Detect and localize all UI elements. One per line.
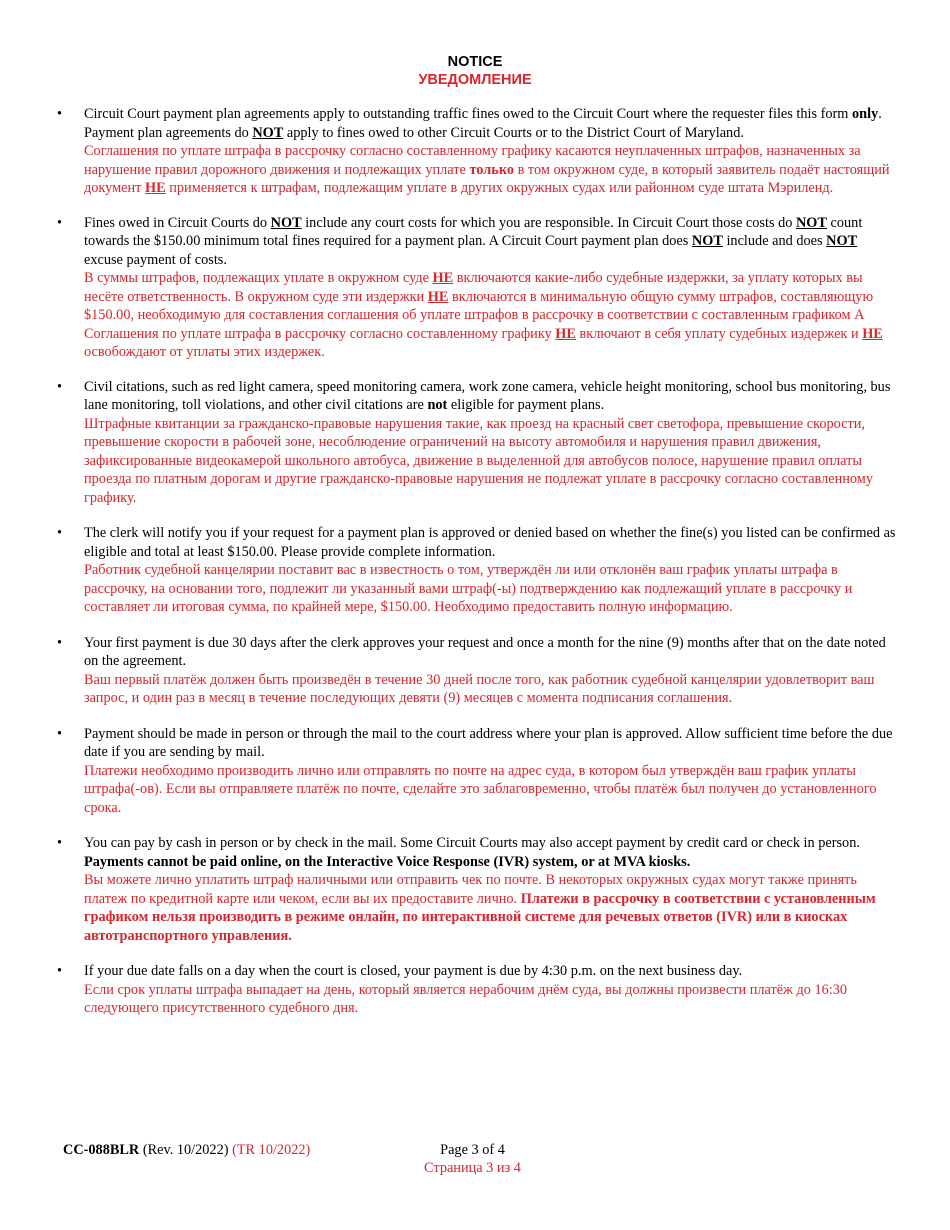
form-code: CC-088BLR: [63, 1142, 140, 1158]
item-text-en: Payment should be made in person or through the mail to the court address where your plan is approved. Allow sufficient time before the due date if you are sending by mail.: [84, 725, 893, 760]
list-item: [57, 105, 897, 198]
list-item: [57, 962, 897, 1018]
page-title-translation: УВЕДОМЛЕНИЕ: [418, 72, 532, 88]
item-text-ru: Работник судебной канцелярии поставит вас в известность о том, утверждён ли или отклонён ваш график уплаты штрафа в рассрочку, на основании того, подлежит ли указанный вами штраф(-ы) подтверждению как подлежащий уплате в рассрочку и составляет ли итоговая сумма, по крайней мере, $150.00. Необходимо предоставить полную информацию.: [84, 562, 853, 615]
notice-header: [0, 53, 950, 89]
item-text-en: Your first payment is due 30 days after the clerk approves your request and once a month for the nine (9) months after that on the date noted on the agreement.: [84, 634, 886, 669]
bullet-icon: •: [57, 963, 63, 979]
item-text-ru: Штрафные квитанции за гражданско-правовые нарушения такие, как проезд на красный свет светофора, превышение скорости, превышение скорости в рабочей зоне, несоблюдение ограничений на высоту автомобиля и нарушения правил движения, зафиксированные видеокамерой школьного автобуса, движение в выделенной для автобусов полосе, нарушение правил оплаты проезда по платным дорогам и другие гражданско-правовые нарушения не подлежат уплате в рассрочку согласно составленному графику.: [84, 415, 873, 506]
item-text-ru: Если срок уплаты штрафа выпадает на день, который является нерабочим днём суда, вы должны произвести платёж до 16:30 следующего присутственного судебного дня.: [84, 981, 848, 1016]
item-text-en: The clerk will notify you if your request for a payment plan is approved or denied based on whether the fine(s) you listed can be confirmed as eligible and total at least $150.00. Please provide complete information.: [84, 525, 896, 560]
list-item: [57, 634, 897, 708]
item-text-ru: Платежи необходимо производить лично или отправлять по почте на адрес суда, в котором был утверждён ваш график уплаты штрафа(-ов). Если вы отправляете платёж по почте, сделайте это заблаговременно, чтобы платёж был получен до установленного срока.: [84, 762, 877, 816]
form-identifier: [63, 1141, 310, 1159]
item-text-ru: Соглашения по уплате штрафа в рассрочку согласно составленному графику касаются неуплаченных штрафов, назначенных за нарушение правил дорожного движения и подлежащих уплате только в том окружном суде, в который заявитель подаёт настоящий документ НЕ применяется к штрафам, подлежащим уплате в других окружных судах или районном суде штата Мэриленд.: [84, 143, 890, 196]
list-item: [57, 524, 897, 617]
item-text-ru: Вы можете лично уплатить штраф наличными или отправить чек по почте. В некоторых окружных судах могут также принять платеж по кредитной карте или чеком, если вы их предоставите лично. Платежи в рассрочку в соответствии с установленным графиком нельзя производить в режиме онлайн, по интерактивной системе для речевых ответов (IVR) или в киосках автотранспортного управления.: [84, 872, 876, 944]
item-text-en: If your due date falls on a day when the court is closed, your payment is due by 4:30 p.m. on the next business day.: [84, 963, 743, 979]
bullet-icon: •: [57, 106, 63, 122]
bullet-icon: •: [57, 634, 63, 651]
page-title: NOTICE: [447, 54, 503, 70]
page-number-ru: Страница 3 из 4: [424, 1160, 521, 1176]
list-item: [57, 378, 897, 508]
list-item: [57, 834, 897, 945]
form-revision: (Rev. 10/2022): [142, 1142, 229, 1158]
list-item: [57, 725, 897, 818]
item-text-en: You can pay by cash in person or by check in the mail. Some Circuit Courts may also accept payment by credit card or check in person. Payments cannot be paid online, on the Interactive Voice Response (IVR) system, or at MVA kiosks.: [84, 835, 860, 870]
bullet-icon: •: [57, 378, 63, 395]
notice-list: [57, 105, 897, 1018]
item-text-en: Civil citations, such as red light camera, speed monitoring camera, work zone camera, vehicle height monitoring, school bus monitoring, bus lane monitoring, toll violations, and other civil citations are not eligible for payment plans.: [84, 378, 891, 413]
item-text-en: Fines owed in Circuit Courts do NOT include any court costs for which you are responsible. In Circuit Court those costs do NOT count towards the $150.00 minimum total fines required for a payment plan. A Circuit Court payment plan does NOT include and does NOT excuse payment of costs.: [84, 214, 863, 268]
item-text-ru: В суммы штрафов, подлежащих уплате в окружном суде НЕ включаются какие-либо судебные издержки, за уплату которых вы несёте ответственность. В окружном суде эти издержки НЕ включаются в минимальную общую сумму штрафов, составляющую $150.00, необходимую для составления соглашения об уплате штрафов в рассрочку в соответствии с составленным графиком А Соглашения по уплате штрафа в рассрочку согласно составленному графику НЕ включают в себя уплату судебных издержек и НЕ освобождают от уплаты этих издержек.: [84, 270, 883, 360]
bullet-icon: •: [57, 725, 63, 742]
item-text-en: Circuit Court payment plan agreements apply to outstanding traffic fines owed to the Circuit Court where the requester files this form only. Payment plan agreements do NOT apply to fines owed to other Circuit Courts or to the District Court of Maryland.: [84, 106, 882, 141]
bullet-icon: •: [57, 835, 63, 851]
list-item: [57, 214, 897, 362]
translation-revision: (TR 10/2022): [232, 1142, 311, 1158]
item-text-ru: Ваш первый платёж должен быть произведён в течение 30 дней после того, как работник судебной канцелярии удовлетворит ваш запрос, и один раз в месяц в течение последующих девяти (9) месяцев с момента подписания соглашения.: [84, 671, 875, 706]
page-number-en: Page 3 of 4: [440, 1142, 505, 1158]
bullet-icon: •: [57, 214, 63, 231]
bullet-icon: •: [57, 525, 63, 541]
page-number: [410, 1141, 535, 1177]
